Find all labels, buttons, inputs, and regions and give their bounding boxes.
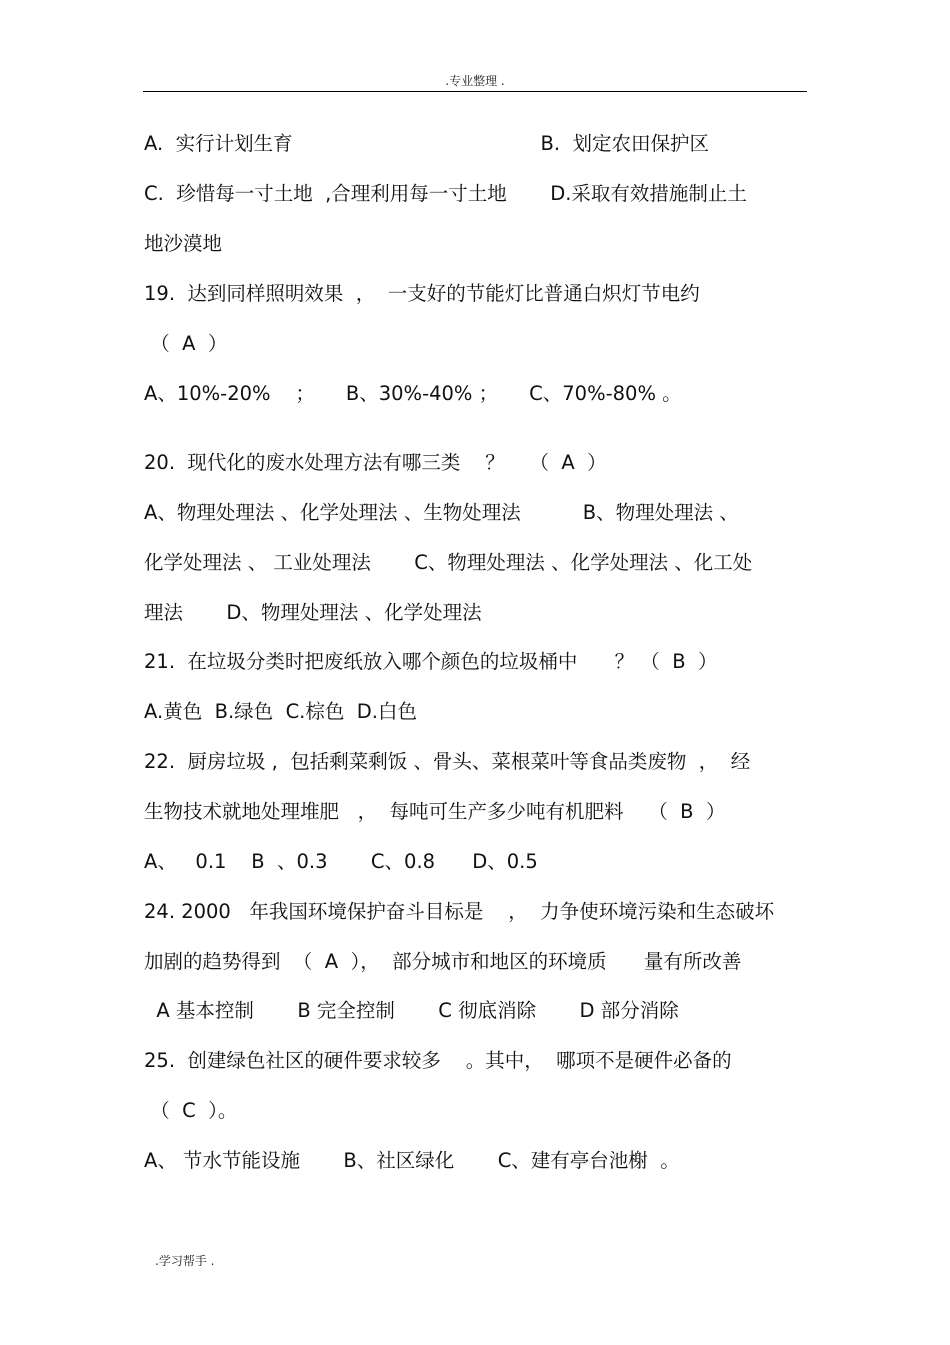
text-line: 24. 2000 年我国环境保护奋斗目标是 ， 力争使环境污染和生态破坏 [144, 900, 775, 923]
page-footer: .学习帮手 . [155, 1254, 215, 1268]
text-line: 生物技术就地处理堆肥 ， 每吨可生产多少吨有机肥料 （ B ） [144, 800, 726, 823]
text-line: 加剧的趋势得到 （ A ）， 部分城市和地区的环境质 量有所改善 [144, 950, 742, 973]
text-line: A. 实行计划生育 B. 划定农田保护区 [144, 132, 710, 155]
header-rule [143, 91, 807, 92]
text-line: A、 节水节能设施 B、社区绿化 C、建有亭台池榭 。 [144, 1149, 680, 1172]
text-line: 21. 在垃圾分类时把废纸放入哪个颜色的垃圾桶中 ？ （ B ） [144, 650, 718, 673]
text-line: （ C ）。 [144, 1099, 238, 1122]
text-line: （ A ） [144, 332, 228, 355]
text-line: 22. 厨房垃圾 , 包括剩菜剩饭 、骨头、菜根菜叶等食品类废物 ， 经 [144, 750, 751, 773]
text-line: A、10%-20% ； B、30%-40% ； C、70%-80% 。 [144, 382, 682, 405]
text-line: 25. 创建绿色社区的硬件要求较多 。其中， 哪项不是硬件必备的 [144, 1049, 732, 1072]
page-header: .专业整理 . [445, 74, 505, 88]
text-line: 20. 现代化的废水处理方法有哪三类 ？ （ A ） [144, 451, 607, 474]
text-line: C. 珍惜每一寸土地 ,合理利用每一寸土地 D.采取有效措施制止土 [144, 182, 747, 205]
text-line: A、 0.1 B 、0.3 C、0.8 D、0.5 [144, 850, 538, 873]
text-line: A 基本控制 B 完全控制 C 彻底消除 D 部分消除 [144, 999, 679, 1022]
text-line: 理法 D、物理处理法 、化学处理法 [144, 601, 482, 624]
text-line: 地沙漠地 [144, 232, 223, 255]
text-line: 化学处理法 、 工业处理法 C、物理处理法 、化学处理法 、化工处 [144, 551, 753, 574]
text-line: A、物理处理法 、化学处理法 、生物处理法 B、物理处理法 、 [144, 501, 739, 524]
text-line: A.黄色 B.绿色 C.棕色 D.白色 [144, 700, 417, 723]
text-line: 19. 达到同样照明效果 ， 一支好的节能灯比普通白炽灯节电约 [144, 282, 700, 305]
